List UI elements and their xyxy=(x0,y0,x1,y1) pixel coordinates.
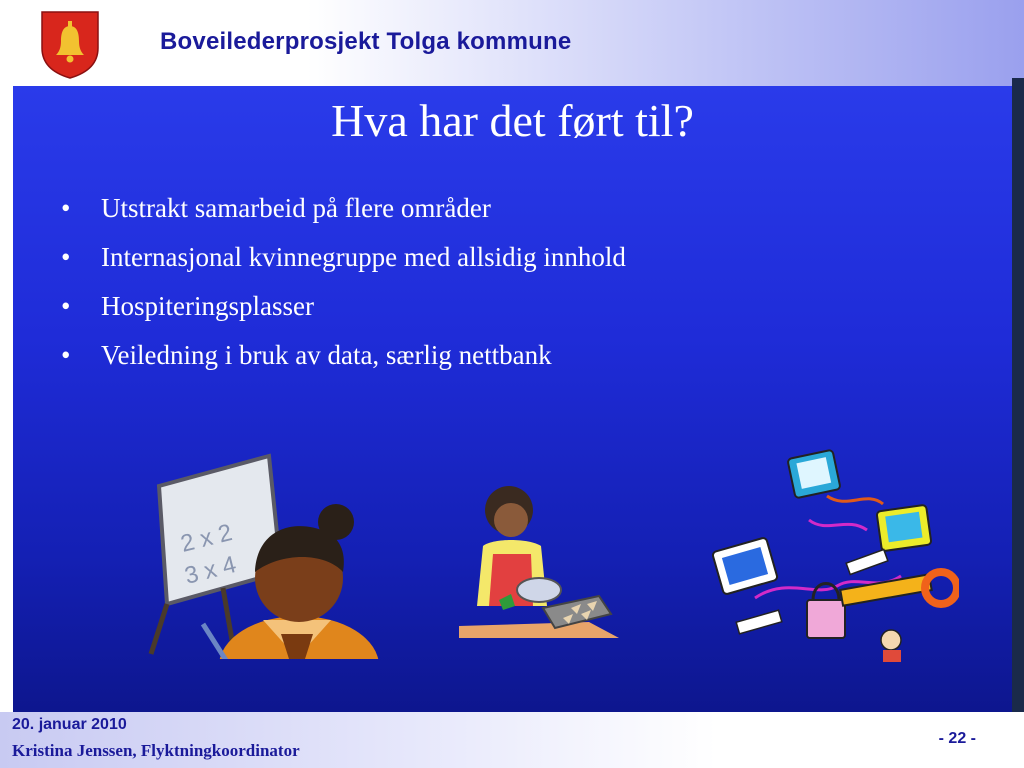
bullet-text: Veiledning i bruk av data, særlig nettbank xyxy=(101,340,552,370)
baking-woman-clipart xyxy=(459,474,619,646)
bullet-list xyxy=(61,184,626,380)
bullet-marker: • xyxy=(61,242,71,272)
organization-title: Boveilederprosjekt Tolga kommune xyxy=(160,28,572,55)
slide-title: Hva har det ført til? xyxy=(331,95,694,146)
footer-bar xyxy=(0,712,1024,768)
footer-author: Kristina Jenssen, Flyktningkoordinator xyxy=(12,741,300,760)
bullet-text: Hospiteringsplasser xyxy=(101,291,314,321)
page-number: - 22 - xyxy=(938,730,976,747)
bullet-marker: • xyxy=(61,291,71,321)
bullet-item xyxy=(61,233,626,282)
bullet-item xyxy=(61,282,626,331)
header-bar xyxy=(0,0,1024,86)
teacher-clipart xyxy=(131,444,381,659)
coat-of-arms-icon xyxy=(40,10,100,80)
bullet-text: Utstrakt samarbeid på flere områder xyxy=(101,193,491,223)
bullet-marker: • xyxy=(61,193,71,223)
slide-content xyxy=(13,86,1012,712)
board-text-2: 3 x 4 xyxy=(181,551,239,590)
board-text-1: 2 x 2 xyxy=(177,519,235,558)
bullet-item xyxy=(61,184,626,233)
computer-network-clipart xyxy=(697,430,959,662)
slide-edge-strip xyxy=(1012,78,1024,718)
bullet-marker: • xyxy=(61,340,71,370)
bullet-item xyxy=(61,331,626,380)
footer-date: 20. januar 2010 xyxy=(12,716,127,733)
bullet-text: Internasjonal kvinnegruppe med allsidig innhold xyxy=(101,242,626,272)
